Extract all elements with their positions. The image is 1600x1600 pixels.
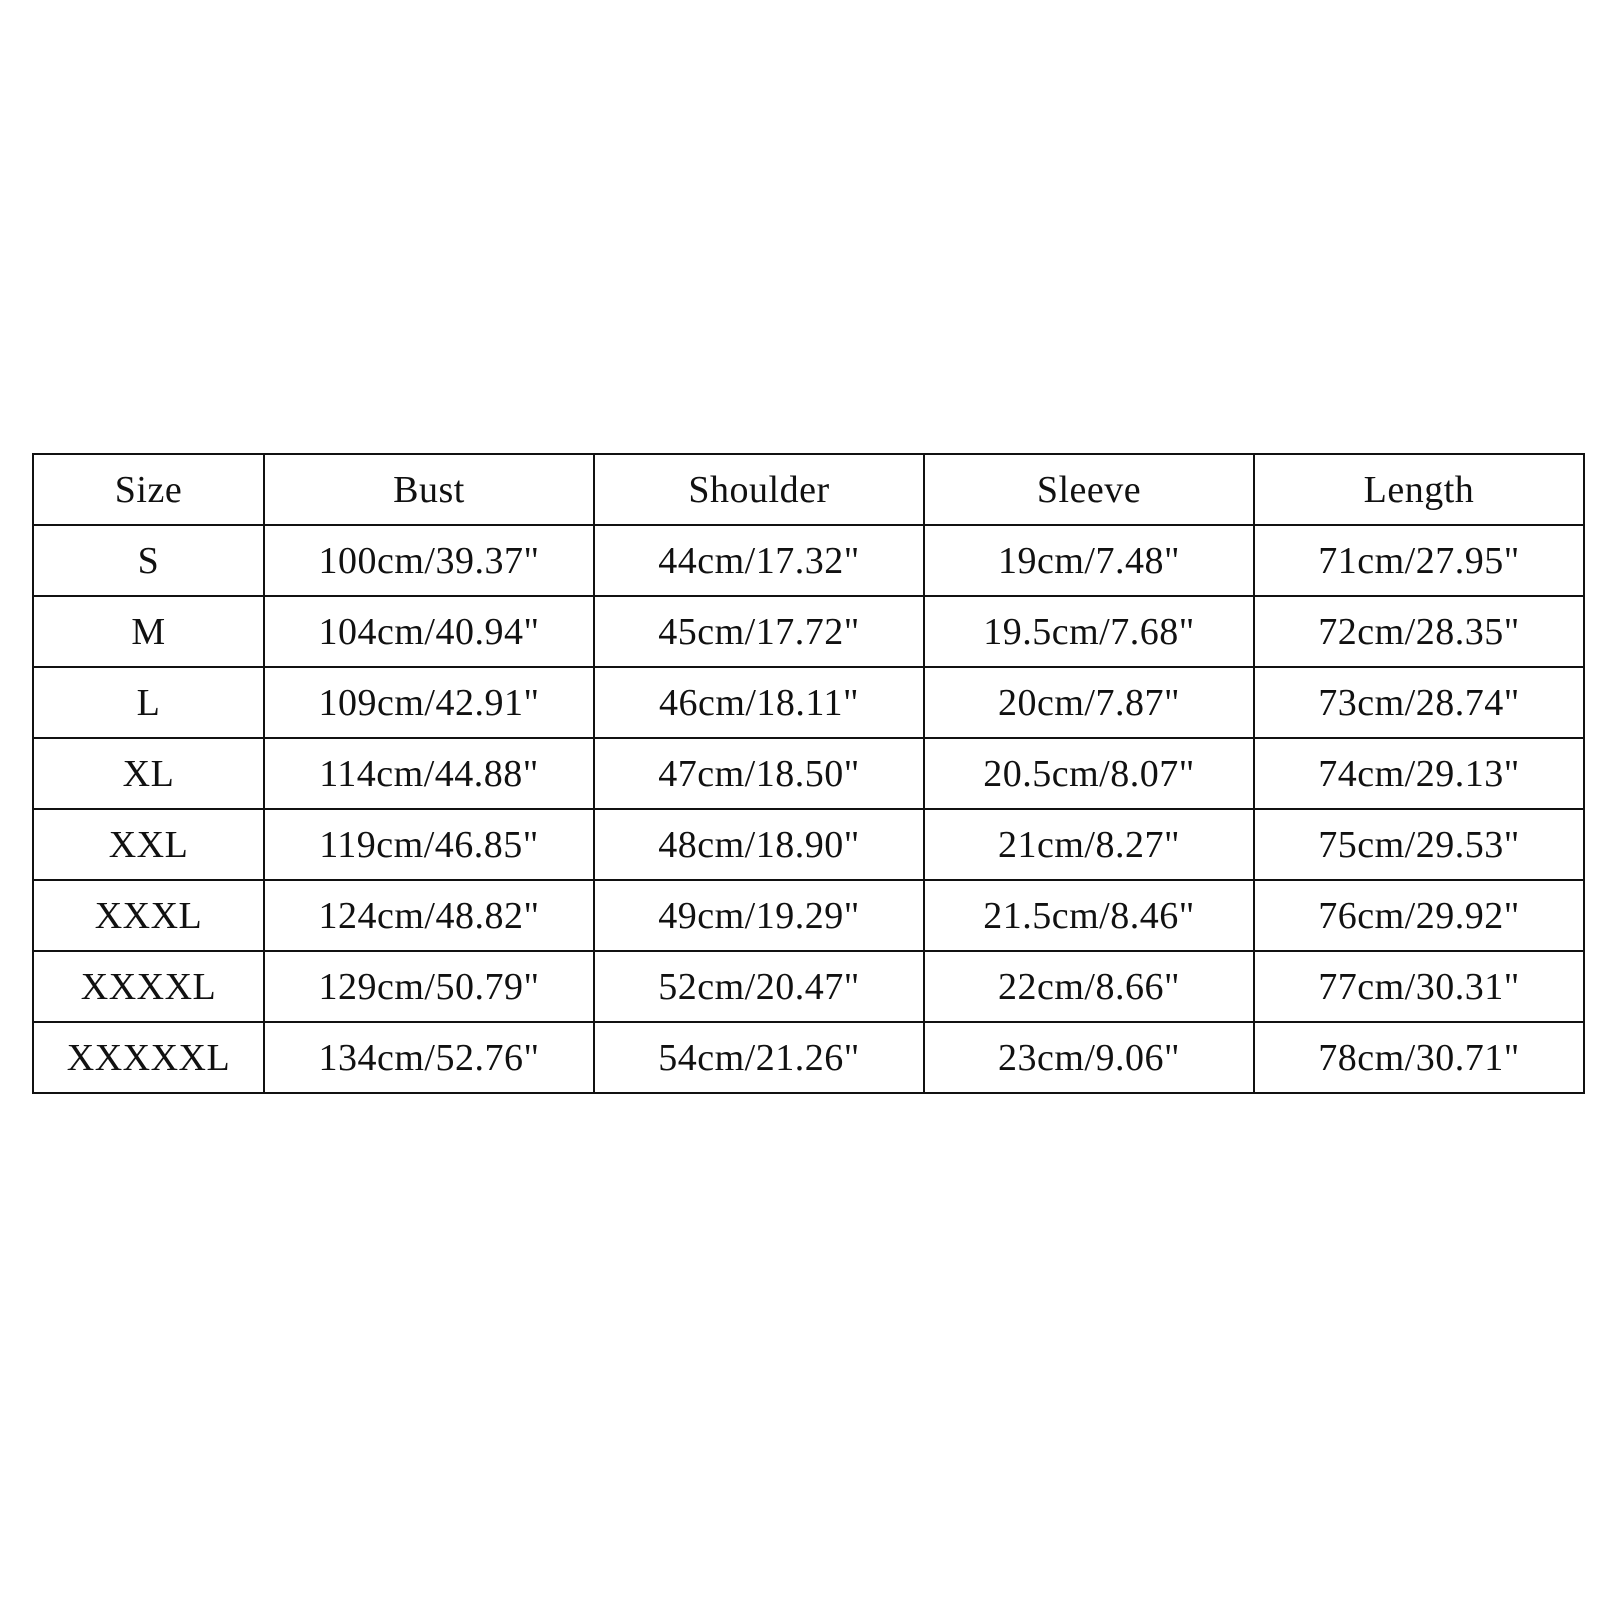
- sleeve-cell: 23cm/9.06": [924, 1022, 1254, 1093]
- length-cell: 76cm/29.92": [1254, 880, 1584, 951]
- table-row: [33, 525, 1584, 596]
- table-row: [33, 809, 1584, 880]
- size-cell: M: [33, 596, 264, 667]
- shoulder-cell: 48cm/18.90": [594, 809, 924, 880]
- length-cell: 74cm/29.13": [1254, 738, 1584, 809]
- header-bust: Bust: [264, 454, 594, 525]
- size-cell: S: [33, 525, 264, 596]
- table-header-row: [33, 454, 1584, 525]
- header-shoulder: Shoulder: [594, 454, 924, 525]
- bust-cell: 109cm/42.91": [264, 667, 594, 738]
- sleeve-cell: 19.5cm/7.68": [924, 596, 1254, 667]
- table-row: [33, 1022, 1584, 1093]
- table-row: [33, 880, 1584, 951]
- sleeve-cell: 20cm/7.87": [924, 667, 1254, 738]
- header-size: Size: [33, 454, 264, 525]
- length-cell: 72cm/28.35": [1254, 596, 1584, 667]
- table-row: [33, 951, 1584, 1022]
- shoulder-cell: 52cm/20.47": [594, 951, 924, 1022]
- header-length: Length: [1254, 454, 1584, 525]
- table-row: [33, 738, 1584, 809]
- sleeve-cell: 19cm/7.48": [924, 525, 1254, 596]
- bust-cell: 134cm/52.76": [264, 1022, 594, 1093]
- bust-cell: 124cm/48.82": [264, 880, 594, 951]
- table-row: [33, 667, 1584, 738]
- header-sleeve: Sleeve: [924, 454, 1254, 525]
- sleeve-cell: 21cm/8.27": [924, 809, 1254, 880]
- sleeve-cell: 20.5cm/8.07": [924, 738, 1254, 809]
- size-cell: XXL: [33, 809, 264, 880]
- length-cell: 75cm/29.53": [1254, 809, 1584, 880]
- shoulder-cell: 44cm/17.32": [594, 525, 924, 596]
- bust-cell: 129cm/50.79": [264, 951, 594, 1022]
- length-cell: 77cm/30.31": [1254, 951, 1584, 1022]
- size-cell: XL: [33, 738, 264, 809]
- shoulder-cell: 54cm/21.26": [594, 1022, 924, 1093]
- length-cell: 71cm/27.95": [1254, 525, 1584, 596]
- length-cell: 73cm/28.74": [1254, 667, 1584, 738]
- size-cell: XXXL: [33, 880, 264, 951]
- shoulder-cell: 47cm/18.50": [594, 738, 924, 809]
- sleeve-cell: 21.5cm/8.46": [924, 880, 1254, 951]
- shoulder-cell: 46cm/18.11": [594, 667, 924, 738]
- size-cell: L: [33, 667, 264, 738]
- bust-cell: 114cm/44.88": [264, 738, 594, 809]
- size-cell: XXXXXL: [33, 1022, 264, 1093]
- shoulder-cell: 49cm/19.29": [594, 880, 924, 951]
- bust-cell: 104cm/40.94": [264, 596, 594, 667]
- bust-cell: 100cm/39.37": [264, 525, 594, 596]
- size-cell: XXXXL: [33, 951, 264, 1022]
- bust-cell: 119cm/46.85": [264, 809, 594, 880]
- table-row: [33, 596, 1584, 667]
- length-cell: 78cm/30.71": [1254, 1022, 1584, 1093]
- size-chart-table: [32, 453, 1585, 1094]
- shoulder-cell: 45cm/17.72": [594, 596, 924, 667]
- sleeve-cell: 22cm/8.66": [924, 951, 1254, 1022]
